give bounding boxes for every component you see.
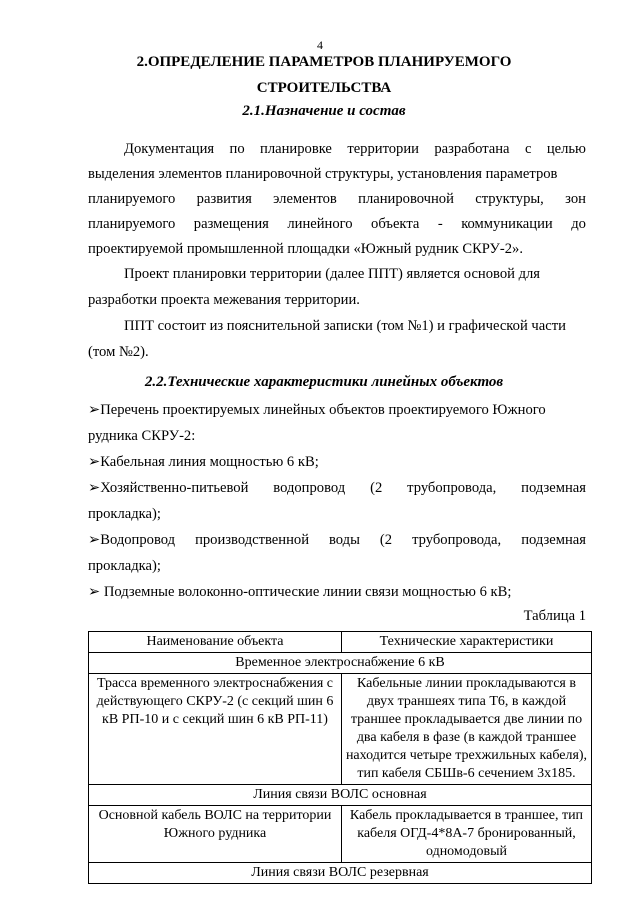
header-cell: Наименование объекта — [89, 632, 342, 653]
word: воды — [329, 532, 360, 548]
object-cell: Трасса временного электроснабжения с действующего СКРУ-2 (с секций шин 6 кВ РП-10 и с секций шин 6 кВ РП-11) — [89, 674, 342, 785]
section-cell: Линия связи ВОЛС резервная — [89, 863, 592, 884]
characteristics-cell: Кабельные линии прокладываются в двух траншеях типа Т6, в каждой траншее прокладывается две линии по два кабеля в фазе (в каждой траншее находится четыре трехжильных кабеля), тип кабеля СБШв-6 сечением 3х185. — [342, 674, 592, 785]
word: планировочной — [358, 191, 454, 207]
word: по — [229, 141, 245, 157]
header-cell: Технические характеристики — [342, 632, 592, 653]
section-cell: Линия связи ВОЛС основная — [89, 785, 592, 806]
subsection-title-2-1: 2.1.Назначение и состав — [242, 103, 406, 119]
object-cell: Основной кабель ВОЛС на территории Южного рудника — [89, 806, 342, 863]
word: с — [524, 141, 532, 157]
table-section-row — [89, 785, 592, 806]
word: ➢Водопровод — [88, 532, 176, 548]
section-title-line2: СТРОИТЕЛЬСТВА — [256, 80, 392, 96]
characteristics-cell: Кабель прокладывается в траншее, тип кабеля ОГД-4*8А-7 бронированный, одномодовый — [342, 806, 592, 863]
characteristics-table — [88, 631, 592, 884]
word: целью — [546, 141, 586, 157]
word: линейного — [287, 216, 353, 232]
word: производственной — [195, 532, 309, 548]
bullet3-line2: прокладка); — [88, 506, 161, 522]
bullet1-line1: ➢Перечень проектируемых линейных объектов проектируемого Южного — [88, 402, 546, 418]
bullet5: ➢ Подземные волоконно-оптические линии связи мощностью 6 кВ; — [88, 584, 512, 600]
word: коммуникации — [461, 216, 553, 232]
para3-line1: ППТ состоит из пояснительной записки (том №1) и графической части — [124, 318, 566, 334]
bullet4-line2: прокладка); — [88, 558, 161, 574]
word: водопровод — [273, 480, 346, 496]
word: разработана — [434, 141, 510, 157]
subsection-title-2-2: 2.2.Технические характеристики линейных объектов — [144, 374, 504, 390]
word: Документация — [124, 141, 215, 157]
word: трубопровода, — [407, 480, 497, 496]
para2-line1: Проект планировки территории (далее ППТ) является основой для — [124, 266, 541, 282]
table-row — [89, 674, 592, 785]
word: планировке — [260, 141, 332, 157]
bullet4-line1 — [88, 530, 586, 550]
para1-line4 — [88, 214, 586, 234]
word: территории — [347, 141, 419, 157]
word: структуры, — [475, 191, 544, 207]
bullet3-line1 — [88, 478, 586, 498]
bullet1-line2: рудника СКРУ-2: — [88, 428, 196, 444]
word: (2 — [370, 480, 383, 496]
word: зон — [565, 191, 586, 207]
word: (2 — [379, 532, 393, 548]
table-row — [89, 806, 592, 863]
word: трубопровода, — [412, 532, 502, 548]
table-section-row — [89, 863, 592, 884]
para1-line5: проектируемой промышленной площадки «Южный рудник СКРУ-2». — [88, 241, 523, 257]
word: до — [571, 216, 586, 232]
para1-line1 — [124, 139, 586, 159]
section-cell: Временное электроснабжение 6 кВ — [89, 653, 592, 674]
word: объекта — [371, 216, 420, 232]
para3-line2: (том №2). — [88, 344, 149, 360]
word: планируемого — [88, 191, 176, 207]
section-title-line1: 2.ОПРЕДЕЛЕНИЕ ПАРАМЕТРОВ ПЛАНИРУЕМОГО — [136, 54, 512, 70]
word: элементов — [273, 191, 337, 207]
word: - — [437, 216, 443, 232]
table-section-row — [89, 653, 592, 674]
word: ➢Хозяйственно-питьевой — [88, 480, 249, 496]
bullet2: ➢Кабельная линия мощностью 6 кВ; — [88, 454, 319, 470]
para2-line2: разработки проекта межевания территории. — [88, 292, 360, 308]
word: подземная — [521, 480, 586, 496]
word: развития — [196, 191, 252, 207]
page-number: 4 — [317, 38, 323, 52]
table-caption: Таблица 1 — [523, 608, 586, 624]
word: планируемого — [88, 216, 176, 232]
word: подземная — [521, 532, 586, 548]
para1-line2: выделения элементов планировочной структуры, установления параметров — [88, 166, 558, 182]
table-header-row — [89, 632, 592, 653]
para1-line3 — [88, 189, 586, 209]
word: размещения — [193, 216, 269, 232]
